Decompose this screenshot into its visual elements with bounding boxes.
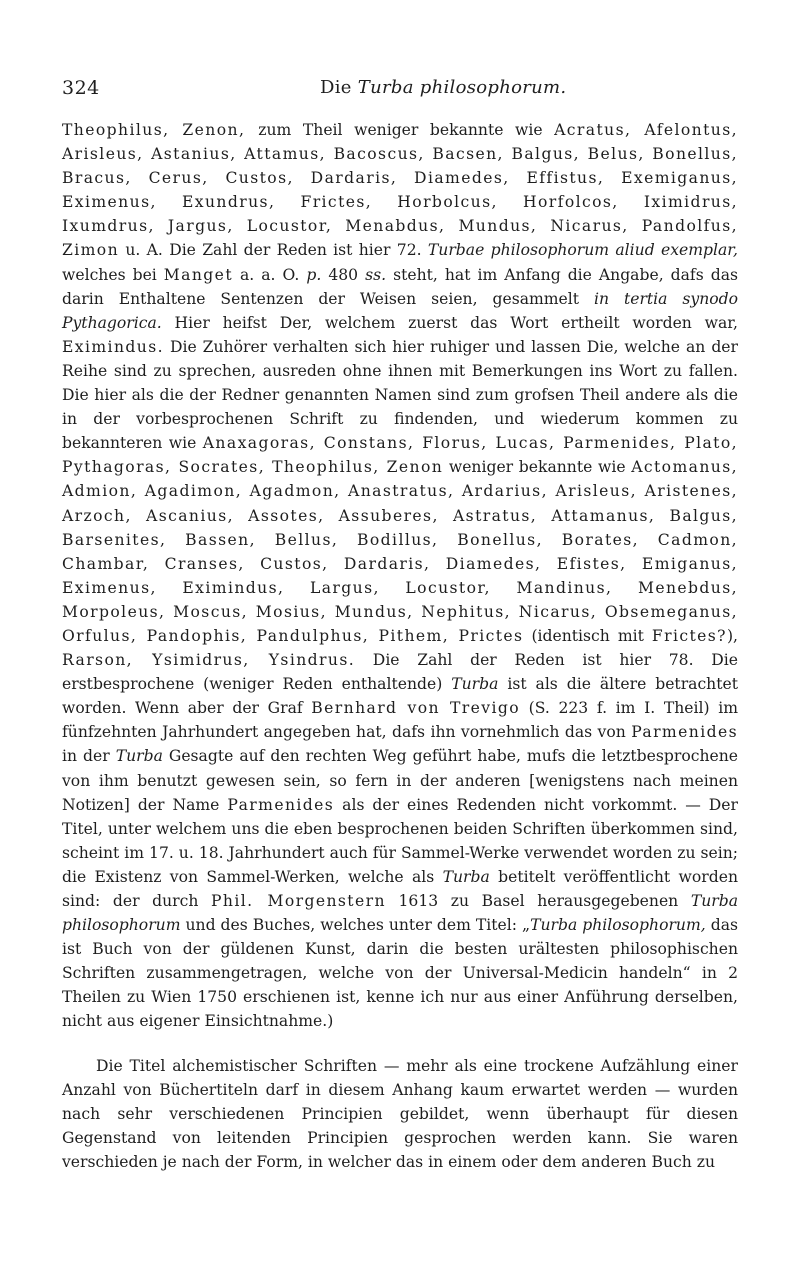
text-run: 1613 zu Basel herausgegebenen — [385, 892, 691, 910]
text-run: u. A. Die Zahl der Reden ist hier 72. — [119, 241, 428, 260]
text-run: Die Zahl der Reden ist hier 78. Die erstbesprochene (weniger Reden enthaltende) — [62, 651, 738, 694]
italic-text: Turba — [451, 675, 499, 694]
spaced-name-text: Anaxagoras, Constans, Florus, Lucas, Parmenides, Plato, Pythagoras, Socrates, Theophilus, Zenon — [62, 434, 738, 477]
text-run: betitelt veröffentlicht worden sind: der durch — [62, 867, 738, 910]
body-paragraph-2 — [62, 1054, 738, 1174]
italic-text: in tertia synodo Pythagorica. — [62, 289, 738, 332]
italic-text: Turba philosophorum — [62, 892, 739, 935]
spaced-name-text: Acratus, Afelontus, Arisleus, Astanius, Attamus, Bacoscus, Bacsen, Balgus, Belus, Bonellus, Bracus, Cerus, Custos, Dardaris, Diamedes, Effistus, Exemiganus, Eximenus, Exundrus, Frictes, Horbolcus, Horfolcos, Iximidrus, Ixumdrus, Jargus, Locustor, Menabdus, Mundus, Nicarus, Pandolfus, Zimon — [62, 121, 738, 260]
spaced-name-text: Manget — [163, 265, 233, 284]
spaced-name-text: Parmenides — [631, 723, 738, 742]
italic-text: Turbae philosophorum aliud exemplar, — [427, 241, 738, 260]
italic-text: Turba — [115, 747, 163, 766]
text-run: zum Theil weniger bekannte wie — [258, 121, 555, 139]
text-run: 480 — [321, 265, 366, 284]
text-run: steht, hat im Anfang die Angabe, dafs das darin Enthaltene Sentenzen der Weisen seien, gesammelt — [62, 265, 739, 308]
italic-text: Turba — [442, 867, 490, 886]
page-number: 324 — [62, 77, 100, 99]
text-run: Hier heifst Der, welchem zuerst das Wort ertheilt worden war, — [161, 313, 738, 332]
text-run: das ist Buch von der güldenen Kunst, darin die besten urältesten philosophischen Schriften zusammengetragen, welche von der Universal-Medicin handeln“ in 2 Theilen zu Wien 1750 erschienen ist, kenne ich nur aus einer Anführung derselben, nicht aus eigener Einsichtnahme.) — [62, 916, 738, 1031]
text-run: ), — [726, 626, 738, 645]
italic-text: p. — [306, 265, 322, 284]
italic-text: Turba philosophorum, — [530, 916, 706, 935]
spaced-name-text: Phil. Morgenstern — [210, 892, 386, 910]
spaced-name-text: Actomanus, Admion, Agadimon, Agadmon, Anastratus, Ardarius, Arisleus, Aristenes, Arzoch, Ascanius, Assotes, Assuberes, Astratus, Attamanus, Balgus, Barsenites, Bassen, Bellus, Bodillus, Bonellus, Borates, Cadmon, Chambar, Cranses, Custos, Dardaris, Diamedes, Efistes, Emiganus, Eximenus, Eximindus, Largus, Locustor, Mandinus, Menebdus, Morpoleus, Moscus, Mosius, Mundus, Nephitus, Nicarus, Obsemeganus, Orfulus, Pandophis, Pandulphus, Pithem, Prictes — [62, 458, 738, 645]
spaced-name-text: Eximindus. — [62, 337, 164, 356]
text-run: ist als die ältere betrachtet worden. Wenn aber der Graf — [62, 675, 738, 718]
text-run: Gesagte auf den rechten Weg geführt habe, mufs die letztbesprochene von ihm benutzt gewesen sein, so fern in der anderen [wenigstens nach meinen Notizen] der Name — [62, 747, 738, 814]
body-paragraph-1 — [62, 118, 738, 1034]
spaced-name-text: Frictes? — [651, 626, 727, 645]
running-title-prefix: Die — [320, 77, 352, 98]
spaced-name-text: Rarson, Ysimidrus, Ysindrus. — [62, 651, 356, 670]
italic-text: ss. — [365, 265, 387, 284]
book-page — [62, 0, 738, 1174]
spaced-name-text: Parmenides — [227, 795, 335, 814]
text-run: (S. 223 f. im I. Theil) im fünfzehnten Jahrhundert angegeben hat, dafs ihn vornehmlich das von — [62, 699, 738, 742]
text-run: welches bei — [62, 265, 164, 284]
text-run: und des Buches, welches unter dem Titel: „ — [180, 916, 531, 935]
spaced-name-text: Theophilus, Zenon, — [62, 121, 259, 139]
text-run: (identisch mit — [523, 626, 652, 645]
text-run: Die Zuhörer verhalten sich hier ruhiger und lassen Die, welche an der Reihe sind zu sprechen, ausreden ohne ihnen mit Bemerkungen ins Wort zu fallen. Die hier als die der Redner genannten Namen sind zum grofsen Theil andere als die in der vorbesprochenen Schrift zu findenden, und wiederum kommen zu bekannteren wie — [62, 337, 738, 453]
running-title — [320, 77, 566, 98]
text-run: Die Titel alchemistischer Schriften — mehr als eine trockene Aufzählung einer Anzahl von Büchertiteln darf in diesem Anhang kaum erwartet werden — wurden nach sehr verschiedenen Principien gebildet, wenn überhaupt für diesen Gegenstand von leitenden Principien gesprochen werden kann. Sie waren verschieden je nach der Form, in welcher das in einem oder dem anderen Buch zu — [62, 1056, 738, 1171]
spaced-name-text: Bernhard von Trevigo — [311, 699, 521, 718]
text-run: a. a. O. — [232, 265, 307, 284]
page-header — [62, 77, 738, 117]
running-title-italic: Turba philosophorum. — [357, 77, 567, 98]
text-run: als der eines Redenden nicht vorkommt. — Der Titel, unter welchem uns die eben besprochenen beiden Schriften überkommen sind, scheint im 17. u. 18. Jahrhundert auch für Sammel-Werke verwendet worden zu sein; die Existenz von Sammel-Werken, welche als — [62, 795, 738, 886]
text-run: in der — [62, 747, 116, 766]
text-run: weniger bekannte wie — [443, 458, 632, 477]
